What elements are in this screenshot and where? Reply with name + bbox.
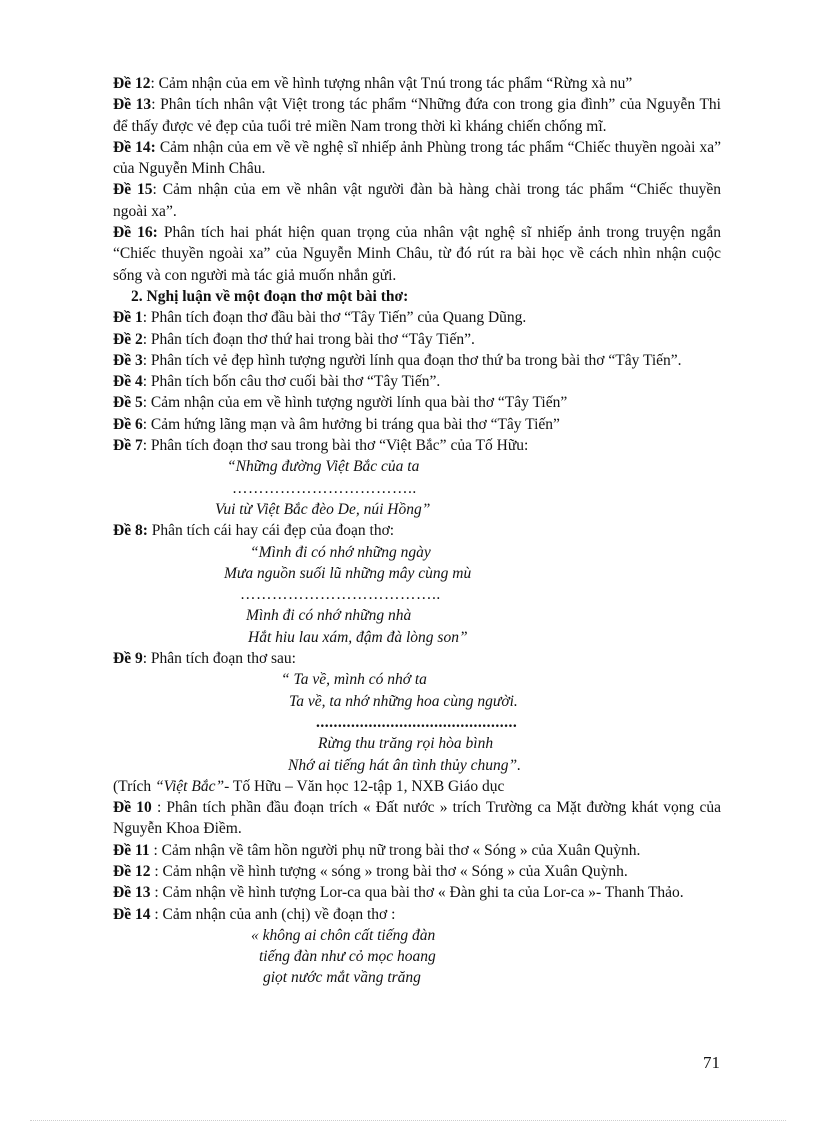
exercise-item: [113, 222, 721, 286]
poem-line: Hắt hiu lau xám, đậm đà lòng son”: [248, 628, 468, 646]
exercise-label: Đề 16:: [113, 224, 158, 242]
page-bottom-divider: [30, 1120, 786, 1121]
exercise-text: : Cảm nhận về hình tượng Lor-ca qua bài thơ « Đàn ghi ta của Lor-ca »- Thanh Thảo.: [150, 884, 684, 902]
poem-line: “Những đường Việt Bắc của ta: [227, 458, 420, 476]
exercise-label: Đề 6: [113, 415, 143, 433]
exercise-text: : Cảm nhận về hình tượng « sóng » trong bài thơ « Sóng » của Xuân Quỳnh.: [150, 862, 628, 880]
poem-line: tiếng đàn như cỏ mọc hoang: [259, 948, 436, 966]
poem-line: “Mình đi có nhớ những ngày: [250, 543, 431, 561]
exercise-label: Đề 12: [113, 862, 151, 880]
exercise-label: Đề 8:: [113, 522, 148, 540]
citation-prefix: (Trích: [113, 777, 156, 795]
exercise-item: [113, 392, 721, 413]
exercise-text: : Phân tích đoạn thơ thứ hai trong bài thơ “Tây Tiến”.: [142, 330, 475, 348]
poem-line: giọt nước mắt vầng trăng: [263, 969, 421, 987]
exercise-item: [113, 329, 721, 350]
exercise-label: Đề 5: [113, 394, 143, 412]
poem-ellipsis: ………………………………..: [240, 586, 441, 604]
exercise-label: Đề 9: [113, 650, 143, 668]
poem-ellipsis: ..............................................: [316, 713, 518, 731]
exercise-label: Đề 3: [113, 351, 143, 369]
exercise-text: : Phân tích nhân vật Việt trong tác phẩm “Những đứa con trong gia đình” của Nguyễn Thi để thấy được vẻ đẹp của tuổi trẻ miền Nam trong thời kì kháng chiến chống mĩ.: [113, 96, 721, 135]
exercise-label: Đề 4: [113, 373, 143, 391]
exercise-label: Đề 1: [113, 309, 143, 327]
exercise-text: Cảm nhận của em về về nghệ sĩ nhiếp ảnh Phùng trong tác phẩm “Chiếc thuyền ngoài xa” của Nguyễn Minh Châu.: [113, 138, 721, 178]
exercise-label: Đề 12: [113, 75, 151, 92]
exercise-text: : Phân tích vẻ đẹp hình tượng người lính qua đoạn thơ thứ ba trong bài thơ “Tây Tiến”.: [142, 351, 682, 369]
exercise-label: Đề 15: [113, 181, 153, 199]
exercise-item: [113, 179, 721, 222]
exercise-text: : Cảm nhận của em về hình tượng nhân vật Tnú trong tác phẩm “Rừng xà nu”: [150, 75, 633, 92]
exercise-item: [113, 73, 721, 94]
exercise-item: [113, 797, 721, 840]
exercise-text: : Cảm hứng lãng mạn và âm hưởng bi tráng qua bài thơ “Tây Tiến”: [142, 415, 560, 433]
section-heading: 2. Nghị luận về một đoạn thơ một bài thơ:: [131, 287, 409, 305]
exercise-item: [113, 520, 721, 541]
exercise-item: [113, 414, 721, 435]
page-body: [113, 73, 721, 989]
exercise-item: [113, 94, 721, 137]
exercise-text: : Phân tích phần đầu đoạn trích « Đất nước » trích Trường ca Mặt đường khát vọng của Nguyễn Khoa Điềm.: [113, 799, 721, 838]
exercise-text: : Phân tích đoạn thơ đầu bài thơ “Tây Tiến” của Quang Dũng.: [142, 309, 527, 327]
exercise-text: : Cảm nhận của anh (chị) về đoạn thơ :: [150, 905, 396, 923]
citation-work: “Việt Bắc”: [155, 777, 225, 795]
exercise-item: [113, 882, 721, 903]
poem-line: Ta về, ta nhớ những hoa cùng người.: [289, 692, 518, 710]
exercise-label: Đề 7: [113, 437, 143, 455]
poem-line: Vui từ Việt Bắc đèo De, núi Hồng”: [215, 500, 431, 518]
page-number: 71: [703, 1053, 720, 1072]
exercise-text: : Phân tích đoạn thơ sau:: [142, 650, 296, 668]
exercise-item: [113, 904, 721, 925]
exercise-label: Đề 2: [113, 330, 143, 348]
exercise-text: Phân tích hai phát hiện quan trọng của nhân vật nghệ sĩ nhiếp ảnh trong truyện ngắn “Chiếc thuyền ngoài xa” của Nguyễn Minh Châu, từ đó rút ra bài học về cách nhìn nhận cuộc sống và con người mà tác giả muốn nhắn gửi.: [113, 224, 721, 284]
poem-ellipsis: ……………………………..: [232, 479, 417, 497]
exercise-item: [113, 861, 721, 882]
exercise-text: : Cảm nhận của em về nhân vật người đàn bà hàng chài trong tác phẩm “Chiếc thuyền ngoài xa”.: [113, 181, 721, 220]
poem-line: Mình đi có nhớ những nhà: [246, 607, 412, 625]
exercise-item: [113, 648, 721, 669]
exercise-item: [113, 137, 721, 180]
exercise-label: Đề 10: [113, 799, 152, 817]
exercise-item: [113, 350, 721, 371]
poem-line: Mưa nguồn suối lũ những mây cùng mù: [224, 564, 472, 582]
poem-line: Nhớ ai tiếng hát ân tình thủy chung”.: [288, 756, 522, 774]
exercise-label: Đề 13: [113, 884, 151, 902]
exercise-label: Đề 13: [113, 96, 152, 114]
exercise-text: : Phân tích bốn câu thơ cuối bài thơ “Tây Tiến”.: [142, 373, 441, 391]
exercise-text: : Phân tích đoạn thơ sau trong bài thơ “Việt Bắc” của Tố Hữu:: [142, 437, 529, 455]
exercise-text: : Cảm nhận về tâm hồn người phụ nữ trong bài thơ « Sóng » của Xuân Quỳnh.: [149, 841, 641, 859]
citation-source: - Tố Hữu – Văn học 12-tập 1, NXB Giáo dục: [224, 777, 505, 795]
exercise-item: [113, 371, 721, 392]
exercise-item: [113, 435, 721, 456]
exercise-item: [113, 307, 721, 328]
poem-line: “ Ta về, mình có nhớ ta: [281, 671, 427, 689]
exercise-label: Đề 14: [113, 905, 151, 923]
poem-line: Rừng thu trăng rọi hòa bình: [318, 735, 494, 753]
exercise-label: Đề 14:: [113, 138, 156, 156]
exercise-label: Đề 11: [113, 841, 150, 859]
exercise-item: [113, 840, 721, 861]
poem-line: « không ai chôn cất tiếng đàn: [251, 926, 436, 944]
citation: [113, 776, 721, 797]
exercise-text: : Cảm nhận của em về hình tượng người lính qua bài thơ “Tây Tiến”: [142, 394, 568, 412]
exercise-text: Phân tích cái hay cái đẹp của đoạn thơ:: [147, 522, 395, 540]
